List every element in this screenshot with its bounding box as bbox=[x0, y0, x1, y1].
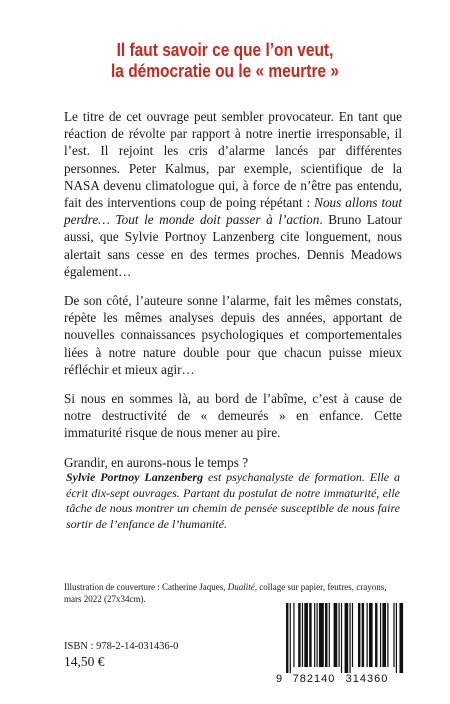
blurb bbox=[64, 108, 402, 483]
barcode-bar bbox=[329, 603, 330, 667]
credit-prefix: Illustration de couverture : Catherine Jaques, bbox=[64, 582, 228, 592]
barcode-bar bbox=[393, 603, 394, 667]
barcode-bar bbox=[314, 603, 315, 667]
barcode-bar bbox=[367, 603, 368, 667]
barcode-digits-group-1: 782140 bbox=[292, 673, 336, 684]
barcode-bar bbox=[334, 603, 338, 667]
barcode-bar bbox=[399, 603, 403, 673]
barcode-bar bbox=[286, 603, 288, 673]
barcode-bar bbox=[396, 603, 397, 673]
barcode-bar bbox=[387, 603, 388, 667]
barcode-bar bbox=[375, 603, 377, 667]
isbn-number: ISBN : 978-2-14-031436-0 bbox=[64, 641, 179, 652]
blurb-p1-text-a: Le titre de cet ouvrage peut sembler provocateur. En tant que réaction de révolte par rapport à notre inertie irresponsable, il l’est. Il rejoint les cris d’alarme lancés par différentes personnes. Peter Kalmus, par exemple, scientifique de la NASA devenu climatologue qui, à force de n’être pas entendu, fait des interventions coup de poing répétant : bbox=[64, 109, 402, 211]
barcode-bar bbox=[369, 603, 373, 667]
barcode-bar bbox=[338, 603, 339, 667]
author-bio-text: est psychanalyste de formation. Elle a écrit dix-sept ouvrages. Partant du postulat de notre immaturité, elle tâche de nous montrer un chemin de pensée susceptible de nous faire sortir de l’enfance de l’humanité. bbox=[66, 470, 400, 531]
isbn-barcode bbox=[274, 601, 406, 684]
barcode-bar bbox=[304, 603, 308, 667]
barcode-bar bbox=[352, 603, 353, 667]
barcode-digits-group-2: 314360 bbox=[345, 673, 389, 684]
barcode-bar bbox=[358, 603, 360, 667]
title-line-2: la démocratie ou le « meurtre » bbox=[110, 61, 339, 81]
blurb-p1-quote: Nous allons tout perdre… Tout le monde doit passer à l’action bbox=[64, 195, 403, 228]
barcode-bar bbox=[317, 603, 318, 667]
blurb-paragraph-2: De son côté, l’auteure sonne l’alarme, fait les mêmes constats, répète les mêmes analyses depuis des années, apportant de nouvelles connaissances psychologiques et comportementales liées à notre nature double pour que chacun puisse mieux réfléchir et mieux agir… bbox=[64, 293, 402, 377]
barcode-bar bbox=[325, 603, 327, 667]
title-line-1: Il faut savoir ce que l’on veut, bbox=[116, 40, 334, 60]
barcode-graphic bbox=[274, 601, 406, 684]
barcode-bar bbox=[293, 603, 294, 667]
blurb-paragraph-1 bbox=[64, 108, 402, 280]
credit-suffix: , collage sur papier, feutres, crayons, mars 2022 (27x34cm). bbox=[64, 582, 387, 604]
barcode-digit-first: 9 bbox=[276, 673, 283, 684]
blurb-paragraph-4: Grandir, en aurons-nous le temps ? bbox=[64, 454, 249, 470]
barcode-bar bbox=[290, 603, 291, 673]
price: 14,50 € bbox=[64, 654, 105, 669]
barcode-bar bbox=[345, 603, 349, 673]
blurb-paragraph-3: Si nous en sommes là, au bord de l’abîme, c’est à cause de notre destructivité de « demeurés » en enfance. Cette immaturité risque de nous mener au pire. bbox=[64, 391, 402, 441]
blurb-p1-text-b: . Bruno Latour aussi, que Sylvie Portnoy Lanzenberg cite longuement, nous alertait sans cesse en des termes proches. Dennis Meadows également… bbox=[64, 212, 402, 279]
author-bio bbox=[66, 470, 400, 532]
barcode-bar bbox=[341, 603, 342, 673]
barcode-bar bbox=[298, 603, 300, 667]
barcode-bar bbox=[380, 603, 381, 667]
credit-work-title: Dualité bbox=[227, 582, 255, 592]
author-name: Sylvie Portnoy Lanzenberg bbox=[66, 470, 204, 484]
back-cover-title bbox=[32, 40, 419, 82]
barcode-bar bbox=[382, 603, 386, 667]
author-bio-paragraph bbox=[66, 470, 400, 532]
barcode-bar bbox=[349, 603, 350, 673]
barcode-bar bbox=[302, 603, 303, 667]
barcode-bar bbox=[362, 603, 364, 667]
barcode-bar bbox=[309, 603, 311, 667]
barcode-bar bbox=[319, 603, 324, 667]
